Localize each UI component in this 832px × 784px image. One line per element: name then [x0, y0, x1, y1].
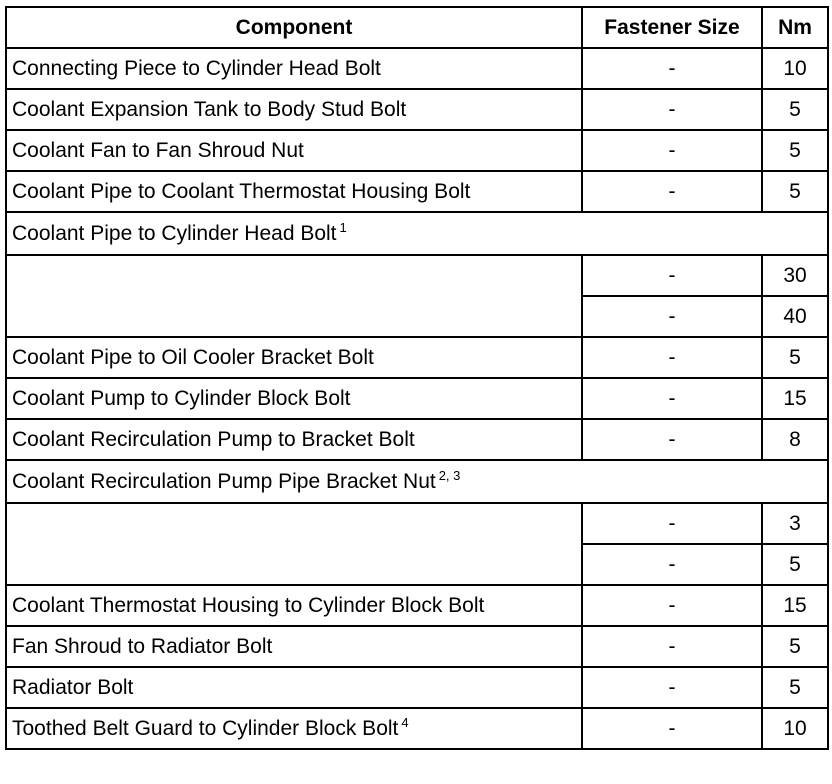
- component-label: Coolant Recirculation Pump Pipe Bracket Nut: [12, 469, 436, 493]
- fastener-size-cell: -: [582, 171, 762, 212]
- torque-spec-table: [5, 6, 829, 750]
- group-header-cell: [6, 460, 828, 503]
- nm-cell: 3: [762, 503, 828, 544]
- fastener-size-cell: -: [582, 130, 762, 171]
- component-cell: Coolant Pipe to Oil Cooler Bracket Bolt: [6, 337, 582, 378]
- empty-component-cell: [6, 503, 582, 585]
- component-cell: [6, 708, 582, 749]
- component-cell: Coolant Recirculation Pump to Bracket Bolt: [6, 419, 582, 460]
- table-row: [6, 337, 828, 378]
- nm-cell: 5: [762, 544, 828, 585]
- component-cell: Coolant Pump to Cylinder Block Bolt: [6, 378, 582, 419]
- fastener-size-cell: -: [582, 503, 762, 544]
- nm-cell: 40: [762, 296, 828, 337]
- table-row: [6, 171, 828, 212]
- table-row: [6, 667, 828, 708]
- nm-cell: 5: [762, 171, 828, 212]
- footnote-ref: 4: [401, 714, 409, 730]
- fastener-size-cell: -: [582, 419, 762, 460]
- component-cell: Coolant Pipe to Coolant Thermostat Housing Bolt: [6, 171, 582, 212]
- fastener-size-cell: -: [582, 708, 762, 749]
- table-row: [6, 255, 828, 296]
- group-header-row: [6, 212, 828, 255]
- table-row: [6, 626, 828, 667]
- nm-cell: 5: [762, 337, 828, 378]
- fastener-size-cell: -: [582, 626, 762, 667]
- component-cell: Connecting Piece to Cylinder Head Bolt: [6, 48, 582, 89]
- fastener-size-cell: -: [582, 585, 762, 626]
- table-row: [6, 503, 828, 544]
- table-row: [6, 130, 828, 171]
- table-row: [6, 419, 828, 460]
- nm-cell: 10: [762, 708, 828, 749]
- table-row: [6, 585, 828, 626]
- nm-cell: 5: [762, 667, 828, 708]
- group-header-row: [6, 460, 828, 503]
- nm-cell: 5: [762, 626, 828, 667]
- component-cell: Radiator Bolt: [6, 667, 582, 708]
- fastener-size-cell: -: [582, 255, 762, 296]
- nm-cell: 30: [762, 255, 828, 296]
- fastener-size-cell: -: [582, 378, 762, 419]
- nm-header: Nm: [762, 7, 828, 48]
- nm-cell: 15: [762, 378, 828, 419]
- header-row: [6, 7, 828, 48]
- component-cell: Coolant Expansion Tank to Body Stud Bolt: [6, 89, 582, 130]
- fastener-size-cell: -: [582, 337, 762, 378]
- table-row: [6, 378, 828, 419]
- component-cell: Coolant Thermostat Housing to Cylinder Block Bolt: [6, 585, 582, 626]
- nm-cell: 8: [762, 419, 828, 460]
- fastener-size-header: Fastener Size: [582, 7, 762, 48]
- footnote-ref: 2, 3: [438, 467, 461, 483]
- fastener-size-cell: -: [582, 544, 762, 585]
- footnote-ref: 1: [339, 219, 347, 235]
- component-label: Coolant Pipe to Cylinder Head Bolt: [12, 221, 337, 245]
- nm-cell: 10: [762, 48, 828, 89]
- component-label: Toothed Belt Guard to Cylinder Block Bolt: [12, 716, 399, 740]
- table-row: [6, 48, 828, 89]
- nm-cell: 15: [762, 585, 828, 626]
- component-cell: Coolant Fan to Fan Shroud Nut: [6, 130, 582, 171]
- fastener-size-cell: -: [582, 667, 762, 708]
- component-cell: Fan Shroud to Radiator Bolt: [6, 626, 582, 667]
- table-row: [6, 708, 828, 749]
- empty-component-cell: [6, 255, 582, 337]
- fastener-size-cell: -: [582, 48, 762, 89]
- table-row: [6, 89, 828, 130]
- nm-cell: 5: [762, 130, 828, 171]
- group-header-cell: [6, 212, 828, 255]
- fastener-size-cell: -: [582, 89, 762, 130]
- component-header: Component: [6, 7, 582, 48]
- fastener-size-cell: -: [582, 296, 762, 337]
- nm-cell: 5: [762, 89, 828, 130]
